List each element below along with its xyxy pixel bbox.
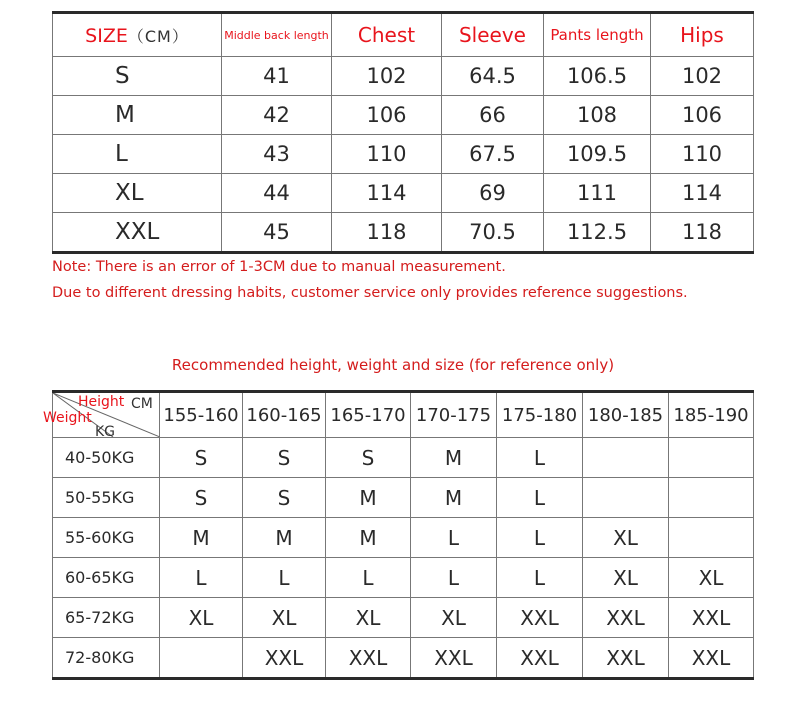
table-row — [53, 57, 754, 96]
header-size-label: SIZE — [85, 24, 128, 47]
size-recommendation-cell: M — [326, 478, 411, 518]
chest-cell: 110 — [332, 135, 442, 174]
size-recommendation-cell — [669, 518, 754, 558]
pants-length-cell: 109.5 — [544, 135, 651, 174]
table-row — [53, 518, 754, 558]
size-recommendation-cell: XXL — [497, 598, 583, 638]
size-cell: XL — [53, 174, 222, 213]
size-recommendation-cell: XXL — [497, 638, 583, 679]
table-row — [53, 478, 754, 518]
sleeve-cell: 64.5 — [442, 57, 544, 96]
weight-range-cell: 50-55KG — [53, 478, 160, 518]
size-recommendation-cell: M — [411, 478, 497, 518]
corner-height-label: Height — [78, 394, 125, 410]
pants-length-cell: 111 — [544, 174, 651, 213]
size-recommendation-cell: XXL — [669, 638, 754, 679]
header-size — [53, 13, 222, 57]
header-pants-length: Pants length — [544, 13, 651, 57]
size-recommendation-cell: XL — [583, 558, 669, 598]
size-recommendation-cell: XXL — [411, 638, 497, 679]
size-recommendation-cell: XL — [411, 598, 497, 638]
size-recommendation-cell: M — [243, 518, 326, 558]
size-cell: XXL — [53, 213, 222, 253]
size-cell: S — [53, 57, 222, 96]
size-recommendation-cell — [583, 438, 669, 478]
size-cell: M — [53, 96, 222, 135]
table-row — [53, 598, 754, 638]
height-range-header: 160-165 — [243, 392, 326, 438]
pants-length-cell: 106.5 — [544, 57, 651, 96]
size-recommendation-cell — [583, 478, 669, 518]
size-recommendation-cell: L — [497, 558, 583, 598]
size-recommendation-cell: XL — [583, 518, 669, 558]
size-recommendation-cell: M — [411, 438, 497, 478]
size-recommendation-cell: L — [497, 518, 583, 558]
header-sleeve: Sleeve — [442, 13, 544, 57]
middle-back-length-cell: 44 — [222, 174, 332, 213]
table-row — [53, 438, 754, 478]
size-recommendation-cell — [669, 438, 754, 478]
recommendation-table — [43, 390, 754, 680]
chest-cell: 118 — [332, 213, 442, 253]
chest-cell: 102 — [332, 57, 442, 96]
size-recommendation-cell: L — [243, 558, 326, 598]
size-recommendation-cell: S — [243, 438, 326, 478]
size-recommendation-cell: S — [160, 438, 243, 478]
chest-cell: 106 — [332, 96, 442, 135]
size-recommendation-cell: M — [160, 518, 243, 558]
sleeve-cell: 69 — [442, 174, 544, 213]
size-recommendation-cell: L — [326, 558, 411, 598]
middle-back-length-cell: 45 — [222, 213, 332, 253]
dressing-habits-note: Due to different dressing habits, customer service only provides reference suggestions. — [52, 285, 688, 301]
hips-cell: 114 — [651, 174, 754, 213]
weight-range-cell: 65-72KG — [53, 598, 160, 638]
hips-cell: 110 — [651, 135, 754, 174]
height-range-header: 175-180 — [497, 392, 583, 438]
size-recommendation-cell: XXL — [243, 638, 326, 679]
size-chart-table — [52, 11, 754, 254]
table-row — [53, 213, 754, 253]
weight-range-cell: 72-80KG — [53, 638, 160, 679]
corner-header-cell — [43, 392, 160, 440]
size-recommendation-cell: L — [411, 558, 497, 598]
size-chart-header-row — [53, 13, 754, 57]
corner-kg-label: KG — [95, 424, 116, 440]
size-recommendation-cell: XL — [669, 558, 754, 598]
hips-cell: 102 — [651, 57, 754, 96]
size-recommendation-cell: XL — [326, 598, 411, 638]
size-recommendation-cell: S — [326, 438, 411, 478]
table-row — [53, 558, 754, 598]
size-recommendation-cell: M — [326, 518, 411, 558]
middle-back-length-cell: 41 — [222, 57, 332, 96]
recommendation-header-row — [53, 392, 754, 438]
middle-back-length-cell: 43 — [222, 135, 332, 174]
header-hips: Hips — [651, 13, 754, 57]
weight-range-cell: 55-60KG — [53, 518, 160, 558]
measurement-note: Note: There is an error of 1-3CM due to manual measurement. — [52, 259, 506, 275]
size-cell: L — [53, 135, 222, 174]
height-range-header: 180-185 — [583, 392, 669, 438]
hips-cell: 118 — [651, 213, 754, 253]
middle-back-length-cell: 42 — [222, 96, 332, 135]
corner-weight-label: Weight — [43, 410, 92, 426]
corner-cm-label: CM — [131, 396, 153, 412]
height-range-header: 155-160 — [160, 392, 243, 438]
table-row — [53, 638, 754, 679]
height-range-header: 170-175 — [411, 392, 497, 438]
sleeve-cell: 66 — [442, 96, 544, 135]
pants-length-cell: 112.5 — [544, 213, 651, 253]
size-recommendation-cell: L — [497, 438, 583, 478]
size-recommendation-cell: L — [497, 478, 583, 518]
chest-cell: 114 — [332, 174, 442, 213]
size-recommendation-cell: XXL — [583, 598, 669, 638]
size-recommendation-cell: S — [160, 478, 243, 518]
hips-cell: 106 — [651, 96, 754, 135]
height-range-header: 165-170 — [326, 392, 411, 438]
size-recommendation-cell: XXL — [326, 638, 411, 679]
size-recommendation-cell: XXL — [669, 598, 754, 638]
weight-range-cell: 40-50KG — [53, 438, 160, 478]
size-recommendation-cell — [669, 478, 754, 518]
table-row — [53, 135, 754, 174]
size-recommendation-cell: L — [160, 558, 243, 598]
table-row — [53, 174, 754, 213]
table-row — [53, 96, 754, 135]
sleeve-cell: 70.5 — [442, 213, 544, 253]
sleeve-cell: 67.5 — [442, 135, 544, 174]
pants-length-cell: 108 — [544, 96, 651, 135]
size-recommendation-cell: L — [411, 518, 497, 558]
size-recommendation-cell: XL — [243, 598, 326, 638]
size-recommendation-cell: XXL — [583, 638, 669, 679]
header-middle-back-length: Middle back length — [222, 13, 332, 57]
size-recommendation-cell — [160, 638, 243, 679]
header-size-unit: （CM） — [127, 26, 189, 46]
size-recommendation-cell: XL — [160, 598, 243, 638]
weight-range-cell: 60-65KG — [53, 558, 160, 598]
recommendation-title: Recommended height, weight and size (for reference only) — [171, 356, 615, 374]
size-recommendation-cell: S — [243, 478, 326, 518]
height-range-header: 185-190 — [669, 392, 754, 438]
header-chest: Chest — [332, 13, 442, 57]
